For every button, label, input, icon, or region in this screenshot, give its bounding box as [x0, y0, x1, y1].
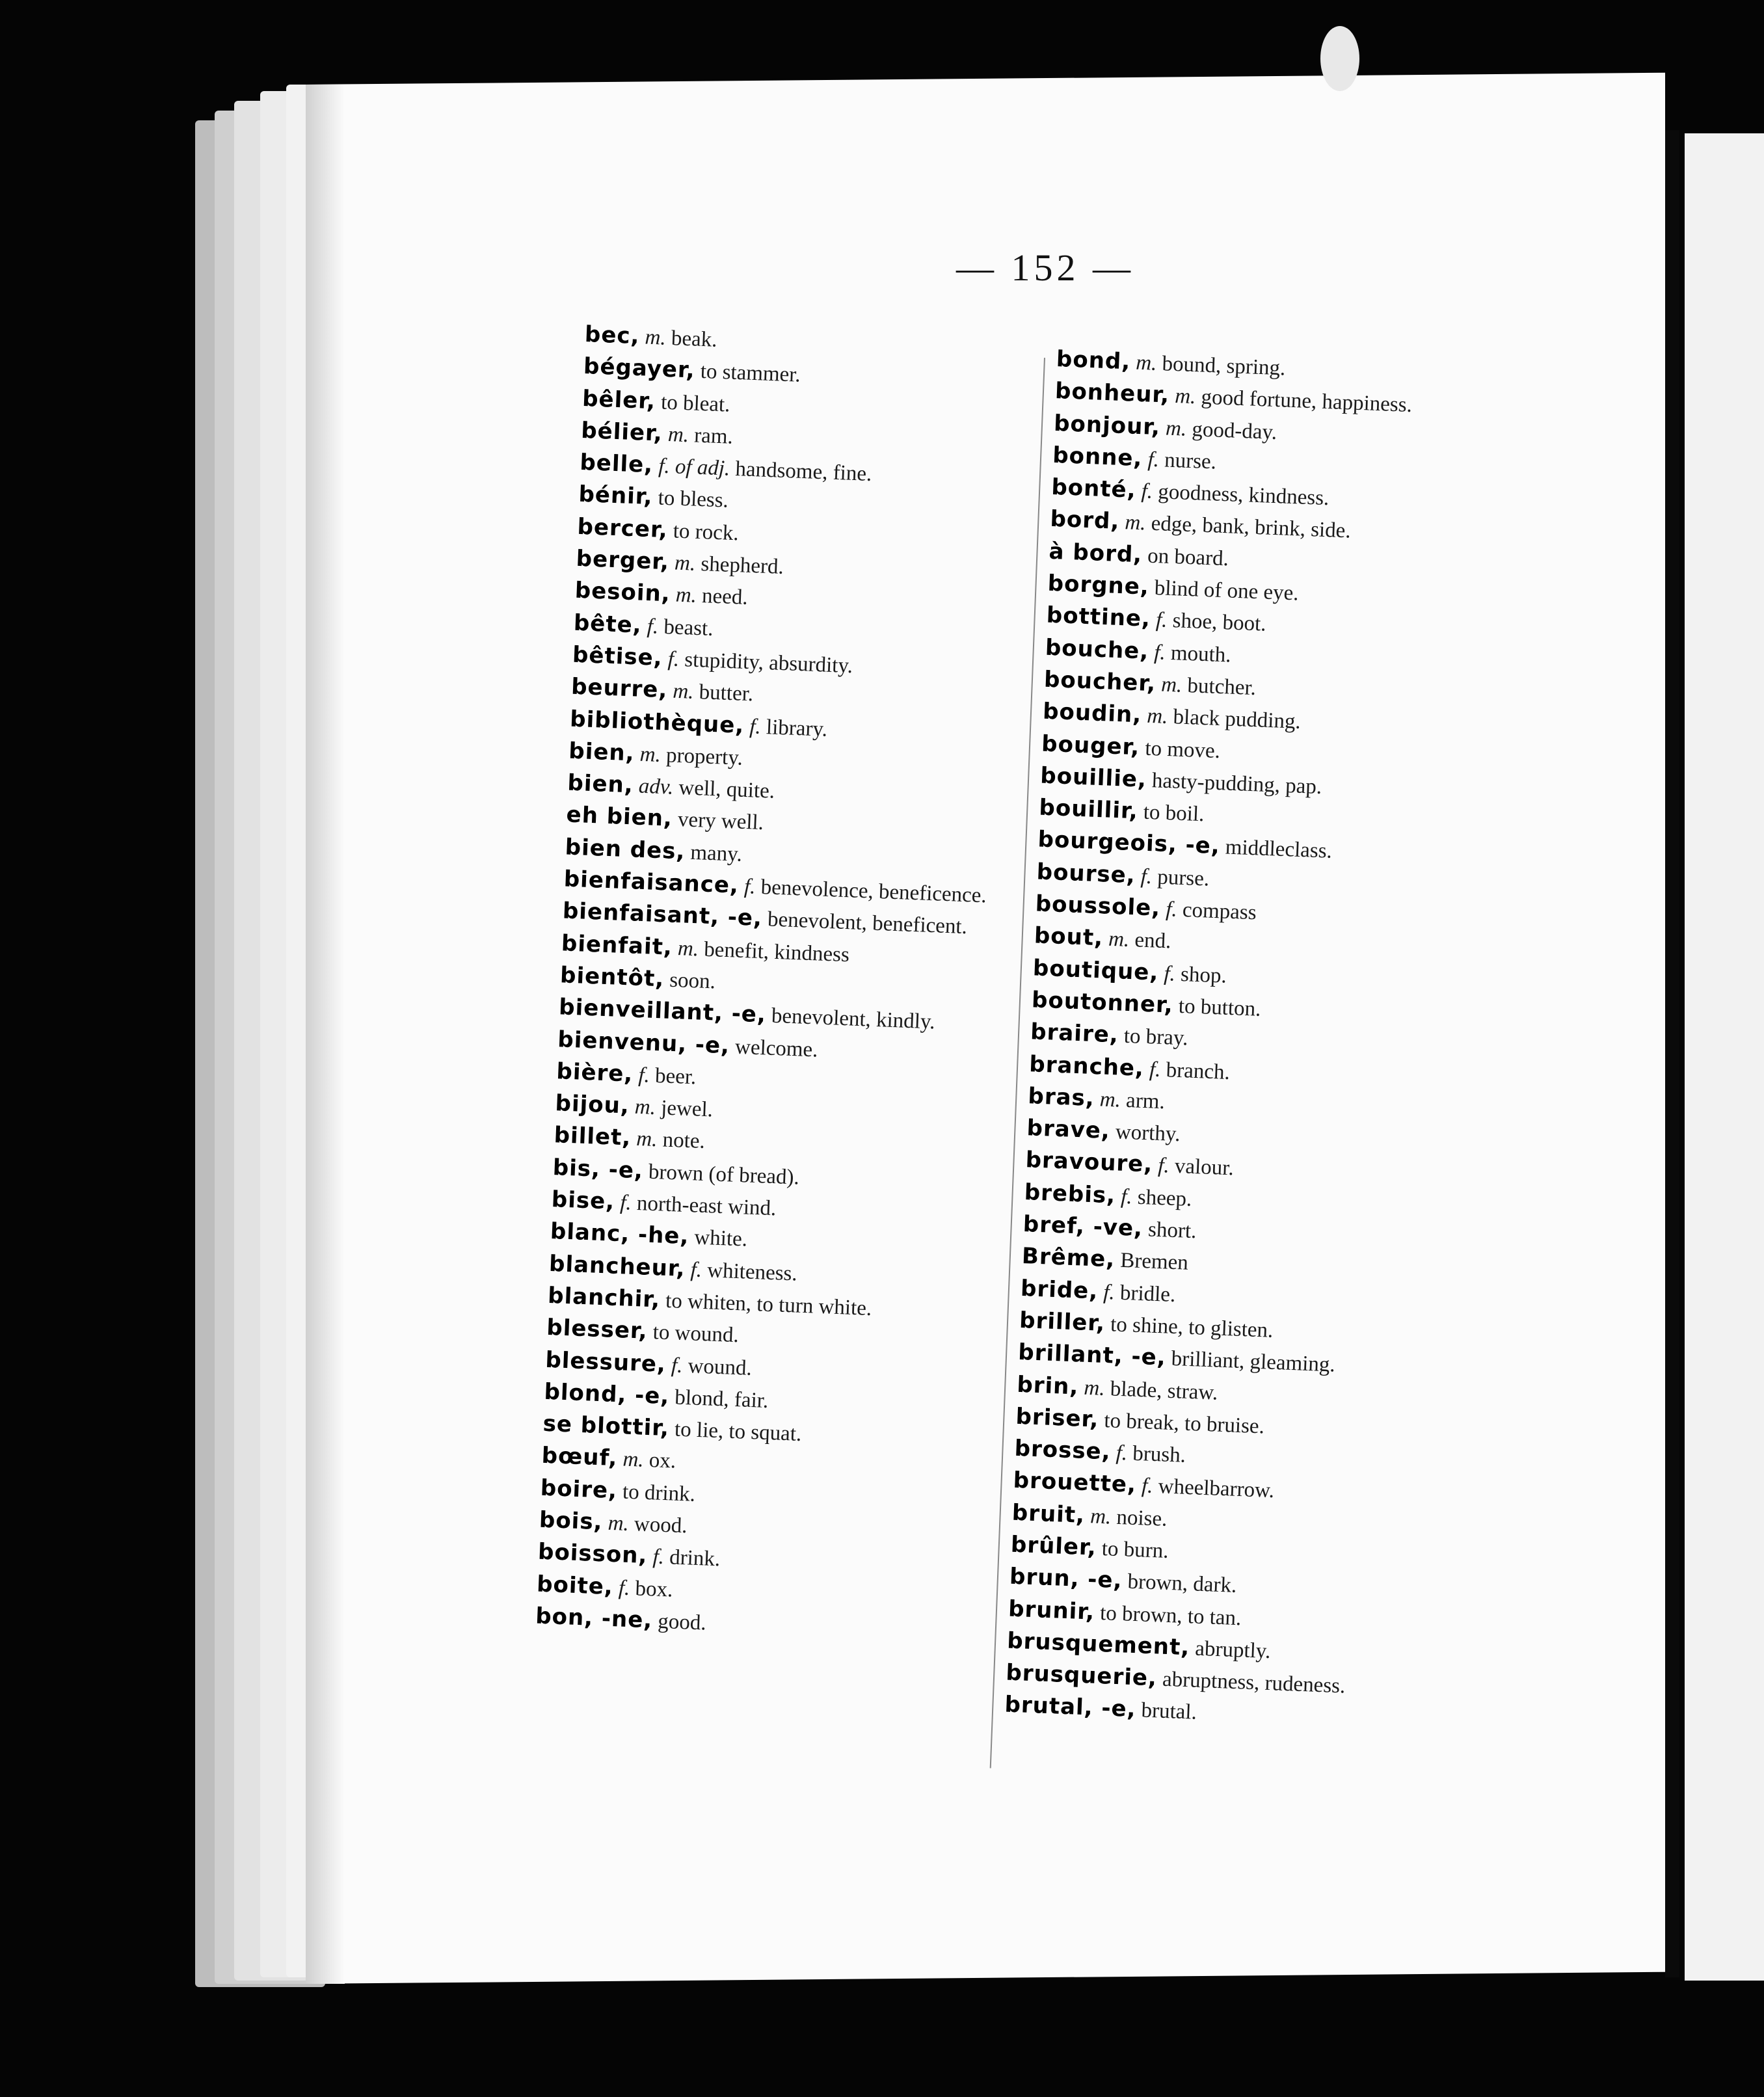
headword: beurre, — [570, 673, 669, 704]
definition: Bremen — [1119, 1249, 1189, 1276]
definition: very well. — [677, 808, 764, 835]
headword: bégayer, — [583, 353, 696, 384]
headword: besoin, — [574, 578, 671, 608]
definition: benevolent, beneficent. — [767, 907, 968, 939]
headword: bonjour, — [1053, 410, 1161, 440]
definition: property. — [665, 743, 743, 770]
headword: brouette, — [1013, 1467, 1137, 1499]
headword: bientôt, — [559, 962, 665, 993]
definition: branch. — [1166, 1058, 1231, 1084]
headword: bout, — [1034, 922, 1104, 952]
headword: boucher, — [1043, 666, 1156, 697]
definition: arm. — [1125, 1088, 1166, 1114]
definition: shepherd. — [700, 552, 784, 580]
headword: brillant, -e, — [1017, 1339, 1167, 1371]
headword: brin, — [1016, 1371, 1080, 1400]
definition: good-day. — [1191, 417, 1277, 444]
headword: bourgeois, -e, — [1037, 826, 1221, 860]
grammar-tag: f. — [1149, 1057, 1162, 1082]
headword: bienfait, — [561, 929, 673, 961]
headword: bouche, — [1045, 634, 1149, 665]
headword: belle, — [579, 449, 654, 479]
grammar-tag: f. — [667, 647, 680, 671]
grammar-tag: m. — [1174, 384, 1197, 409]
definition: nurse. — [1164, 448, 1217, 474]
definition: north-east wind. — [636, 1192, 777, 1221]
grammar-tag: f. — [671, 1353, 684, 1378]
headword: bref, -ve, — [1022, 1211, 1143, 1242]
grammar-tag: f. — [1147, 447, 1160, 472]
definition: shop. — [1180, 962, 1227, 988]
definition: to brown, to tan. — [1099, 1601, 1242, 1630]
headword: briser, — [1015, 1403, 1100, 1433]
grammar-tag: f. — [619, 1191, 632, 1215]
grammar-tag: f. — [1116, 1441, 1128, 1465]
left-column — [535, 319, 1001, 1648]
grammar-tag: m. — [1108, 928, 1130, 952]
headword: brusquement, — [1006, 1627, 1190, 1661]
definition: hasty-pudding, pap. — [1151, 768, 1322, 799]
grammar-tag: m. — [634, 1095, 656, 1120]
definition: wood. — [634, 1512, 688, 1538]
definition: beak. — [671, 327, 718, 352]
definition: ox. — [648, 1449, 676, 1474]
headword: blanc, -he, — [550, 1218, 690, 1250]
definition: wound. — [688, 1354, 753, 1380]
headword: bord, — [1049, 506, 1121, 535]
right-column — [1004, 343, 1512, 1739]
grammar-tag: f. — [1141, 479, 1153, 503]
definition: jewel. — [660, 1096, 714, 1122]
definition: note. — [662, 1128, 706, 1154]
headword: boudin, — [1042, 698, 1142, 728]
grammar-tag: f. of adj. — [658, 454, 730, 481]
definition: blind of one eye. — [1154, 576, 1300, 606]
definition: to move. — [1144, 736, 1221, 763]
headword: bien des, — [565, 834, 686, 865]
definition: to drink. — [622, 1480, 696, 1506]
headword: braire, — [1030, 1019, 1119, 1048]
headword: bête, — [573, 609, 643, 639]
headword: brebis, — [1024, 1179, 1116, 1209]
definition: to lie, to squat. — [674, 1417, 802, 1447]
definition: soon. — [669, 968, 716, 994]
definition: brutal. — [1140, 1699, 1197, 1725]
headword: blancheur, — [548, 1250, 686, 1282]
headword: briller, — [1019, 1307, 1106, 1337]
definition: black pudding. — [1172, 705, 1302, 734]
headword: bienfaisance, — [563, 866, 740, 899]
headword: bec, — [584, 321, 641, 350]
headword: boire, — [540, 1475, 618, 1504]
headword: bis, -e, — [552, 1154, 644, 1184]
headword: billet, — [554, 1122, 632, 1152]
grammar-tag: m. — [675, 583, 697, 608]
headword: Brême, — [1021, 1243, 1116, 1273]
headword: brun, -e, — [1009, 1563, 1123, 1594]
grammar-tag: m. — [622, 1447, 645, 1473]
grammar-tag: m. — [674, 551, 696, 576]
definition: to bleat. — [660, 390, 731, 417]
definition: to bless. — [658, 486, 729, 513]
grammar-tag: m. — [1089, 1504, 1112, 1529]
headword: borgne, — [1047, 570, 1150, 600]
light-flare — [1320, 26, 1359, 91]
headword: boutique, — [1032, 954, 1160, 986]
definition: to boil. — [1143, 800, 1205, 827]
headword: bœuf, — [541, 1443, 619, 1472]
definition: blond, fair. — [674, 1385, 769, 1413]
definition: white. — [693, 1225, 748, 1251]
headword: bienfaisant, -e, — [562, 898, 763, 932]
grammar-tag: f. — [1165, 898, 1178, 922]
definition: to burn. — [1101, 1537, 1169, 1563]
definition: many. — [689, 840, 743, 866]
headword: boussole, — [1035, 890, 1161, 922]
page-number: — 152 — — [956, 247, 1134, 289]
headword: brosse, — [1013, 1435, 1112, 1465]
headword: brutal, -e, — [1004, 1691, 1137, 1723]
definition: to whiten, to turn white. — [665, 1289, 872, 1320]
definition: worthy. — [1115, 1120, 1181, 1147]
headword: bouillie, — [1039, 762, 1147, 793]
grammar-tag: m. — [639, 742, 662, 767]
headword: bois, — [539, 1506, 604, 1536]
grammar-tag: f. — [1141, 1474, 1154, 1499]
page-binding-shadow — [306, 85, 345, 1984]
definition: ram. — [693, 423, 734, 449]
headword: bourse, — [1036, 859, 1136, 888]
facing-page-edge — [1685, 133, 1764, 1981]
definition: to wound. — [652, 1320, 740, 1348]
definition: need. — [701, 584, 749, 610]
definition: purse. — [1156, 865, 1210, 891]
headword: bouger, — [1041, 730, 1141, 760]
grammar-tag: f. — [1102, 1280, 1116, 1305]
definition: beast. — [663, 615, 714, 641]
definition: handsome, fine. — [734, 457, 872, 487]
grammar-tag: adv. — [638, 774, 675, 799]
headword: bon, -ne, — [535, 1603, 653, 1634]
definition: blade, straw. — [1110, 1376, 1218, 1405]
grammar-tag: m. — [677, 936, 699, 961]
definition: edge, bank, brink, side. — [1151, 512, 1352, 544]
definition: brush. — [1132, 1441, 1186, 1467]
definition: noise. — [1116, 1505, 1168, 1531]
definition: to bray. — [1123, 1024, 1189, 1050]
grammar-tag: f. — [652, 1545, 665, 1569]
headword: bienveillant, -e, — [558, 994, 767, 1028]
definition: abruptly. — [1194, 1636, 1272, 1663]
book-gutter — [1665, 130, 1679, 1977]
headword: boutonner, — [1031, 987, 1174, 1019]
definition: to rock. — [673, 519, 740, 546]
headword: bruit, — [1011, 1499, 1086, 1529]
grammar-tag: f. — [647, 614, 659, 639]
headword: boisson, — [537, 1538, 648, 1569]
grammar-tag: m. — [1135, 351, 1158, 375]
grammar-tag: f. — [637, 1063, 650, 1088]
definition: good fortune, happiness. — [1200, 385, 1413, 418]
definition: on board. — [1147, 544, 1229, 571]
definition: beer. — [654, 1063, 697, 1089]
definition: benevolent, kindly. — [771, 1004, 936, 1034]
headword: bêtise, — [572, 641, 663, 671]
headword: brunir, — [1008, 1596, 1095, 1625]
headword: se blottir, — [542, 1410, 670, 1442]
grammar-tag: f. — [690, 1257, 702, 1282]
grammar-tag: f. — [749, 714, 762, 739]
headword: bise, — [551, 1186, 615, 1215]
grammar-tag: f. — [618, 1575, 631, 1600]
headword: bélier, — [580, 417, 663, 447]
definition: drink. — [669, 1545, 721, 1571]
grammar-tag: f. — [1120, 1184, 1133, 1209]
grammar-tag: m. — [1165, 416, 1187, 441]
headword: bijou, — [554, 1090, 630, 1119]
definition: library. — [766, 715, 828, 741]
headword: bercer, — [576, 513, 669, 543]
headword: bride, — [1020, 1275, 1099, 1305]
definition: goodness, kindness. — [1157, 480, 1330, 511]
definition: abruptness, rudeness. — [1162, 1667, 1346, 1698]
headword: bond, — [1056, 345, 1131, 375]
definition: welcome. — [734, 1035, 819, 1062]
definition: brown, dark. — [1127, 1569, 1237, 1598]
grammar-tag: m. — [1146, 704, 1169, 729]
headword: bottine, — [1046, 602, 1151, 633]
headword: bouillir, — [1038, 794, 1139, 825]
definition: to shine, to glisten. — [1110, 1313, 1274, 1342]
definition: well, quite. — [678, 776, 775, 803]
headword: blessure, — [544, 1346, 667, 1378]
definition: brown (of bread). — [648, 1160, 800, 1190]
definition: box. — [634, 1576, 674, 1602]
definition: to button. — [1178, 994, 1262, 1021]
definition: benefit, kindness — [703, 937, 850, 967]
headword: blesser, — [546, 1315, 648, 1345]
definition: shoe, boot. — [1172, 609, 1267, 637]
headword: à bord, — [1048, 538, 1143, 568]
grammar-tag: f. — [1157, 1154, 1170, 1178]
definition: mouth. — [1170, 641, 1232, 667]
grammar-tag: m. — [1083, 1376, 1106, 1400]
definition: end. — [1134, 928, 1172, 954]
headword: bonté, — [1050, 474, 1137, 504]
headword: bonheur, — [1054, 378, 1170, 408]
headword: blond, -e, — [543, 1378, 670, 1409]
grammar-tag: m. — [667, 422, 689, 447]
headword: branche, — [1028, 1050, 1145, 1082]
grammar-tag: f. — [1155, 608, 1168, 633]
grammar-tag: m. — [608, 1511, 630, 1536]
headword: eh bien, — [565, 801, 673, 833]
definition: butter. — [699, 680, 754, 706]
grammar-tag: m. — [1124, 511, 1147, 535]
grammar-tag: m. — [1099, 1088, 1121, 1112]
headword: bêler, — [581, 385, 656, 414]
headword: bienvenu, -e, — [557, 1026, 730, 1059]
definition: to break, to bruise. — [1103, 1408, 1265, 1439]
definition: bridle. — [1119, 1281, 1176, 1307]
definition: butcher. — [1186, 674, 1257, 701]
definition: short. — [1147, 1218, 1197, 1244]
headword: bière, — [555, 1058, 634, 1088]
grammar-tag: m. — [635, 1127, 658, 1152]
definition: stupidity, absurdity. — [684, 648, 853, 678]
grammar-tag: m. — [644, 325, 667, 350]
definition: good. — [657, 1609, 707, 1635]
headword: brûler, — [1010, 1531, 1097, 1561]
definition: brilliant, gleaming. — [1171, 1347, 1336, 1377]
definition: to stammer. — [700, 360, 801, 388]
headword: blanchir, — [547, 1282, 661, 1313]
headword: brave, — [1026, 1115, 1111, 1145]
definition: sheep. — [1137, 1185, 1192, 1211]
headword: bien, — [567, 769, 634, 799]
headword: bravoure, — [1025, 1147, 1153, 1178]
headword: bonne, — [1052, 442, 1143, 472]
definition: compass — [1182, 898, 1257, 925]
grammar-tag: f. — [1153, 640, 1166, 665]
grammar-tag: f. — [1140, 864, 1153, 888]
headword: bibliothèque, — [569, 706, 745, 739]
headword: bien, — [568, 738, 635, 767]
headword: berger, — [576, 545, 670, 576]
grammar-tag: m. — [672, 679, 695, 704]
grammar-tag: f. — [1163, 961, 1176, 986]
definition: middleclass. — [1225, 835, 1333, 864]
headword: bras, — [1027, 1082, 1095, 1112]
definition: whiteness. — [706, 1258, 798, 1286]
definition: wheelbarrow. — [1158, 1475, 1275, 1503]
definition: valour. — [1174, 1155, 1235, 1181]
headword: boite, — [536, 1571, 614, 1600]
definition: bound, spring. — [1161, 352, 1286, 381]
definition: benevolence, beneficence. — [760, 875, 987, 908]
headword: brusquerie, — [1005, 1659, 1158, 1692]
grammar-tag: f. — [743, 875, 756, 899]
headword: bénir, — [578, 481, 654, 511]
grammar-tag: m. — [1160, 673, 1183, 697]
